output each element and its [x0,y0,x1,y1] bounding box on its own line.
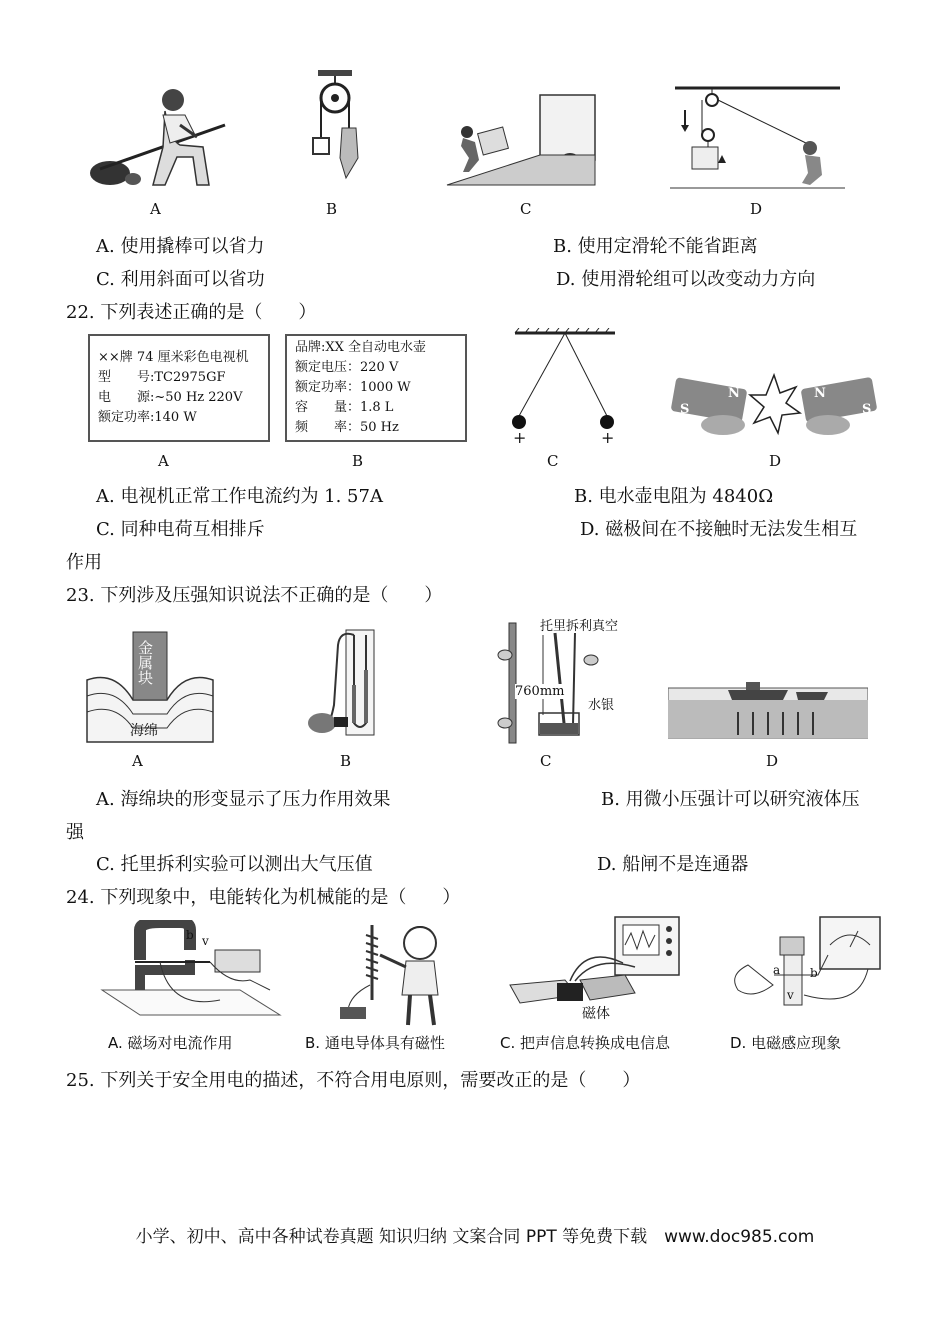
q22-option-d: D. 磁极间在不接触时无法发生相互 [580,519,858,540]
q22-label-c: C [547,452,559,470]
q22-stem: 22. 下列表述正确的是（ ） [66,302,317,323]
figure-fixed-pulley [300,68,370,198]
figure-torricelli [495,615,635,745]
q22-option-c: C. 同种电荷互相排斥 [96,519,265,540]
q23-option-c: C. 托里拆利实验可以测出大气压值 [96,854,373,875]
q23-label-a: A [132,752,143,770]
q23-label-b: B [340,752,352,770]
label-v-small-d: v [787,988,794,1002]
height-label: 760mm [515,684,565,699]
tv-nameplate-line: ××牌 74 厘米彩色电视机 [98,350,249,365]
q22-label-a: A [158,452,169,470]
mercury-label: 水银 [588,698,615,713]
q22-option-b: B. 电水壶电阻为 4840Ω [574,486,774,507]
q22-option-d-cont: 作用 [66,552,102,573]
tv-nameplate-line: 型 号:TC2975GF [98,370,226,385]
figure-magnets [668,365,880,445]
magnet-n-left: N [728,386,740,401]
kettle-nameplate-line: 频 率：50 Hz [295,420,399,435]
figure-sound-to-electric [505,915,690,1015]
magnet-s-left: S [680,402,690,417]
magnet-n-right: N [814,386,826,401]
q21-label-b: B [326,200,338,218]
q23-option-d: D. 船闸不是连通器 [597,854,749,875]
magnet-label: 磁体 [582,1006,610,1022]
magnet-s-right: S [862,402,872,417]
charge-sign-left: + [513,428,527,447]
tv-nameplate-line: 电 源:~50 Hz 220V [98,390,243,405]
q23-label-d: D [766,752,779,770]
kettle-nameplate-line: 容 量：1.8 L [295,400,394,415]
q23-option-b: B. 用微小压强计可以研究液体压 [601,789,860,810]
figure-inclined-plane [445,90,605,190]
q24-caption-c: C. 把声信息转换成电信息 [500,1034,671,1052]
figure-ship-lock [668,680,868,740]
kettle-nameplate [285,334,467,442]
metal-block-label: 金属块 [136,640,154,685]
kettle-nameplate-line: 额定功率：1000 W [295,380,411,395]
figure-electromagnet [330,915,470,1030]
q22-label-d: D [769,452,782,470]
q24-stem: 24. 下列现象中，电能转化为机械能的是（ ） [66,887,461,908]
q21-label-c: C [520,200,532,218]
label-a-small: a [773,963,781,977]
q21-option-b: B. 使用定滑轮不能省距离 [553,236,758,257]
q23-option-b-cont: 强 [66,822,84,843]
sponge-label: 海绵 [130,723,158,739]
tv-nameplate-line: 额定功率:140 W [98,410,197,425]
q21-label-d: D [750,200,763,218]
figure-manometer [300,625,390,745]
q23-label-c: C [540,752,552,770]
charge-sign-right: + [601,428,615,447]
q21-label-a: A [150,200,161,218]
label-v-small: v [202,934,209,948]
figure-electromagnetic-induction [718,915,888,1025]
figure-crowbar [85,85,235,195]
q24-caption-b: B. 通电导体具有磁性 [305,1034,445,1052]
q24-caption-d: D. 电磁感应现象 [730,1034,842,1052]
label-b-small-d: b [810,966,818,980]
q25-stem: 25. 下列关于安全用电的描述，不符合用电原则，需要改正的是（ ） [66,1070,641,1091]
label-b-small: b [186,928,194,942]
footer-text: 小学、初中、高中各种试卷真题 知识归纳 文案合同 PPT 等免费下载 www.doc985.com [135,1227,815,1247]
q23-stem: 23. 下列涉及压强知识说法不正确的是（ ） [66,585,443,606]
q21-option-d: D. 使用滑轮组可以改变动力方向 [556,269,816,290]
q22-option-a: A. 电视机正常工作电流约为 1. 57A [96,486,383,507]
vacuum-label: 托里拆利真空 [540,619,619,634]
q21-option-a: A. 使用撬棒可以省力 [96,236,265,257]
kettle-nameplate-line: 额定电压：220 V [295,360,399,375]
tv-nameplate [88,334,270,442]
q21-option-c: C. 利用斜面可以省功 [96,269,265,290]
q22-label-b: B [352,452,364,470]
q23-option-a: A. 海绵块的形变显示了压力作用效果 [96,789,391,810]
kettle-nameplate-line: 品牌:XX 全自动电水壶 [295,340,427,355]
figure-pulley-system [670,85,845,190]
q24-caption-a: A. 磁场对电流作用 [108,1034,233,1052]
